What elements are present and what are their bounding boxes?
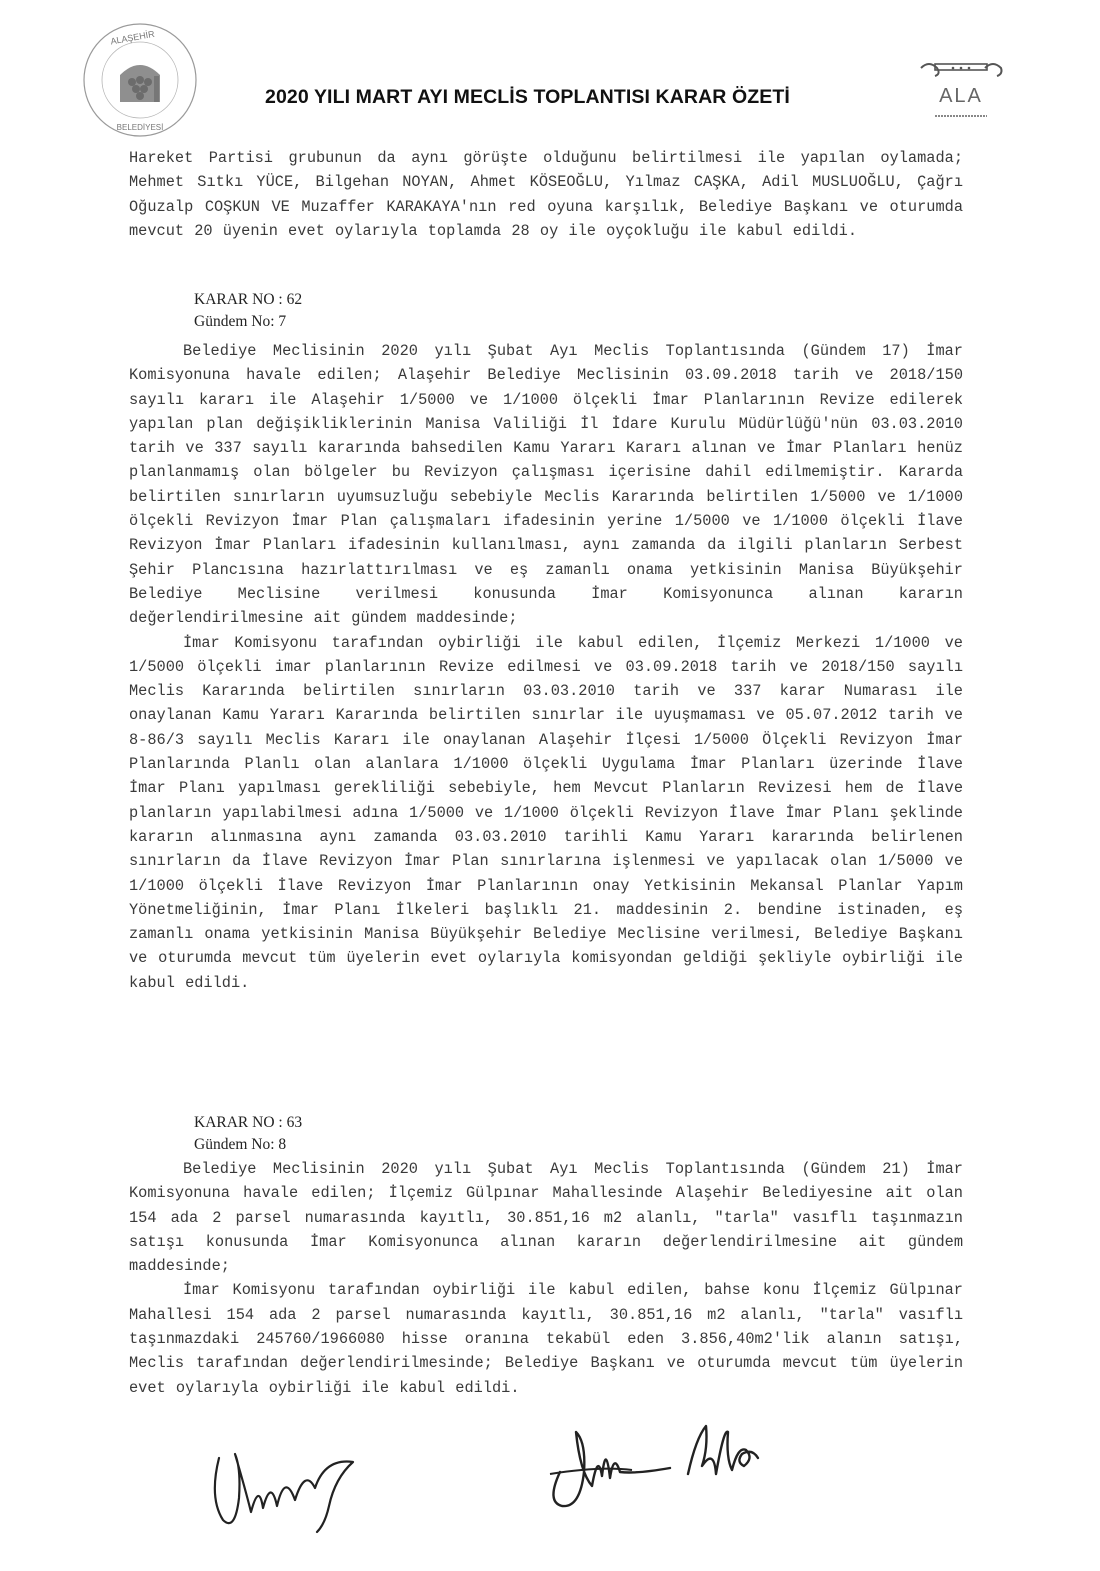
- decision-62-header: [194, 289, 302, 333]
- karar-number-63: KARAR NO : 63: [194, 1114, 303, 1131]
- svg-text:BELEDİYESİ: BELEDİYESİ: [116, 123, 164, 132]
- svg-text:ALAŞEHİR: ALAŞEHİR: [109, 28, 156, 47]
- signature-right: [680, 1418, 780, 1493]
- decision-63-header: [194, 1112, 302, 1156]
- karar-number-62: KARAR NO : 62: [194, 291, 303, 308]
- svg-text:ALA: ALA: [939, 85, 983, 107]
- document-title: 2020 YILI MART AYI MECLİS TOPLANTISI KARAR ÖZETİ: [265, 86, 790, 108]
- decision-62-paragraph-1: Belediye Meclisinin 2020 yılı Şubat Ayı Meclis Toplantısında (Gündem 17) İmar Komisyonuna havale edilen; Alaşehir Belediye Meclisinin 03.09.2018 tarih ve 2018/150 sayılı kararı ile Alaşehir 1/5000 ve 1/1000 ölçekli İmar Planlarının Revize edilerek yapılan plan değişikliklerinin Manisa Valiliği İl İdare Kurulu Müdürlüğü'nün 03.03.2010 tarih ve 337 sayılı kararında bahsedilen Kamu Yararı Kararı alınan ve İmar Planları henüz planlanmamış olan bölgeler bu Revizyon çalışması içerisine dahil edilmemiştir. Kararda belirtilen sınırların uyumsuzluğu sebebiyle Meclis Kararında belirtilen 1/5000 ve 1/1000 ölçekli Revizyon İmar Plan çalışmaları ifadesinin yerine 1/5000 ve 1/1000 ölçekli İlave Revizyon İmar Planları ifadesinin kullanılması, aynı zamanda da ilgili planların Serbest Şehir Plancısına hazırlattırılması ve eş zamanlı onama yetkisinin Manisa Büyükşehir Belediye Meclisine verilmesi konusunda İmar Komisyonunca alınan kararın değerlendirilmesine ait gündem maddesinde;: [129, 342, 963, 628]
- gundem-number-8: Gündem No: 8: [194, 1136, 287, 1153]
- decision-63-paragraph-2: İmar Komisyonu tarafından oybirliği ile kabul edilen, bahse konu İlçemiz Gülpınar Mahallesi 154 ada 2 parsel numarasında kayıtlı, 30.851,16 m2 alanlı, "tarla" vasıflı taşınmazdaki 245760/1966080 hisse oranına tekabül eden 3.856,40m2'lik alanın satışı, Meclis tarafından değerlendirilmesinde; Belediye Başkanı ve oturumda mevcut tüm üyelerin evet oylarıyla oybirliği ile kabul edildi.: [129, 1281, 963, 1397]
- intro-paragraph-block: [129, 146, 963, 243]
- signature-middle: [540, 1412, 690, 1527]
- decision-62-body: [129, 339, 963, 995]
- intro-paragraph: Hareket Partisi grubunun da aynı görüşte olduğunu belirtilmesi ile yapılan oylamada; Mehmet Sıtkı YÜCE, Bilgehan NOYAN, Ahmet KÖSEOĞLU, Yılmaz CAŞKA, Adil MUSLUOĞLU, Çağrı Oğuzalp COŞKUN VE Muzaffer KARAKAYA'nın red oyuna karşılık, Belediye Başkanı ve oturumda mevcut 20 üyenin evet oylarıyla toplamda 28 oy ile oyçokluğu ile kabul edildi.: [129, 149, 963, 240]
- signature-left: [205, 1428, 375, 1543]
- decision-63-paragraph-1: Belediye Meclisinin 2020 yılı Şubat Ayı Meclis Toplantısında (Gündem 21) İmar Komisyonuna havale edilen; İlçemiz Gülpınar Mahallesinde Alaşehir Belediyesine ait olan 154 ada 2 parsel numarasında kayıtlı, 30.851,16 m2 alanlı, "tarla" vasıflı taşınmazın satışı konusunda İmar Komisyonunca alınan kararın değerlendirilmesine ait gündem maddesinde;: [129, 1160, 963, 1276]
- ala-logo: [915, 58, 1007, 122]
- decision-62-paragraph-2: İmar Komisyonu tarafından oybirliği ile kabul edilen, İlçemiz Merkezi 1/1000 ve 1/5000 ölçekli imar planlarının Revize edilmesi ve 03.09.2018 tarih ve 2018/150 sayılı Meclis Kararında belirtilen sınırların 03.03.2010 tarih ve 337 karar Numarası ile onaylanan Kamu Yararı Kararında belirtilen sınırlar ile uyuşmaması ve 05.07.2012 tarih ve 8-86/3 sayılı Meclis Kararı ile onaylanan Alaşehir İlçesi 1/5000 Ölçekli Revizyon İmar Planlarında Planlı olan alanlara 1/1000 ölçekli Uygulama İmar Planları üzerinde İlave İmar Planı yapılması gerekliliği sebebiyle, hem Mevcut Planların Revizesi hem de İlave planların yapılabilmesi adına 1/5000 ve 1/1000 ölçekli Revizyon İlave İmar Planı şeklinde kararın alınmasına aynı zamanda 03.03.2010 tarihli Kamu Yararı kararında belirlenen sınırların da İlave Revizyon İmar Plan sınırlarına işlenmesi ve yapılacak olan 1/5000 ve 1/1000 ölçekli İlave Revizyon İmar Planlarının onay Yetkisinin Mekansal Planlar Yapım Yönetmeliğinin, İmar Planı İlkeleri başlıklı 21. maddesinin 2. bendine istinaden, eş zamanlı onama yetkisinin Manisa Büyükşehir Belediye Meclisine verilmesi, Belediye Başkanı ve oturumda mevcut tüm üyelerin evet oylarıyla komisyondan geldiği şekliyle oybirliği ile kabul edildi.: [129, 633, 963, 992]
- municipality-seal-logo: [80, 20, 200, 140]
- decision-63-body: [129, 1157, 963, 1400]
- gundem-number-7: Gündem No: 7: [194, 313, 287, 330]
